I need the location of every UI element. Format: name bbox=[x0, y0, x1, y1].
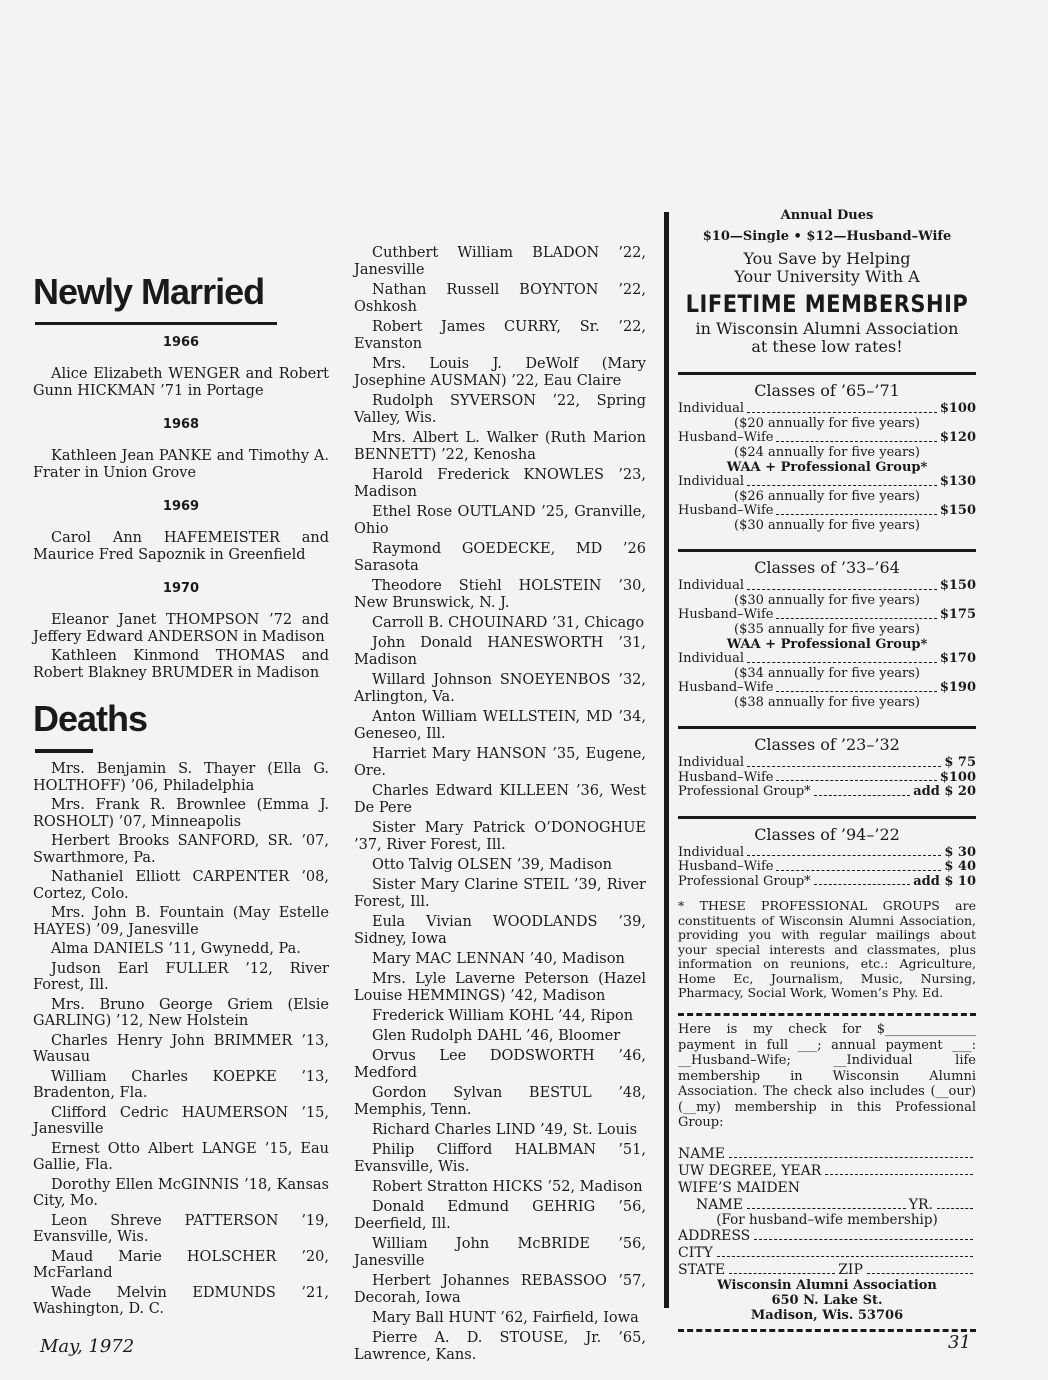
rate-annual-note: ($30 annually for five years) bbox=[734, 517, 920, 533]
death-entry: Harriet Mary HANSON ’35, Eugene, Ore. bbox=[354, 746, 646, 779]
rate-label: Professional Group* bbox=[678, 784, 811, 799]
married-entry: Alice Elizabeth WENGER and Robert Gunn HICKMAN ’71 in Portage bbox=[33, 366, 329, 399]
year-heading: 1969 bbox=[162, 499, 200, 514]
rate-amount: $130 bbox=[939, 474, 976, 489]
death-entry: William John McBRIDE ’56, Janesville bbox=[354, 1236, 646, 1269]
name-field[interactable] bbox=[678, 1146, 976, 1162]
death-entry: Eula Vivian WOODLANDS ’39, Sidney, Iowa bbox=[354, 914, 646, 947]
middle-column bbox=[354, 245, 646, 1367]
death-entry: Mary MAC LENNAN ’40, Madison bbox=[372, 951, 625, 967]
death-entry: Willard Johnson SNOEYENBOS ’32, Arlington, Va. bbox=[354, 672, 646, 705]
rate-row bbox=[678, 504, 976, 519]
rate-label: Husband–Wife bbox=[678, 607, 774, 622]
save-line-1: You Save by Helping bbox=[743, 249, 911, 268]
dues-line: $10—Single • $12—Husband–Wife bbox=[702, 229, 952, 244]
state-zip-field[interactable] bbox=[678, 1262, 976, 1278]
deaths-title: Deaths bbox=[33, 698, 148, 739]
city-field[interactable] bbox=[678, 1245, 976, 1261]
husband-wife-hint: (For husband–wife membership) bbox=[716, 1211, 938, 1228]
leader-dots bbox=[814, 875, 911, 886]
year-heading: 1966 bbox=[162, 335, 200, 350]
death-entry: Mrs. Bruno George Griem (Elsie GARLING) ’12, New Holstein bbox=[33, 996, 329, 1029]
rate-annual-note: ($20 annually for five years) bbox=[734, 415, 920, 431]
wifes-maiden-label: WIFE’S MAIDEN bbox=[678, 1179, 801, 1196]
death-entry: Pierre A. D. STOUSE, Jr. ’65, Lawrence, Kans. bbox=[354, 1330, 646, 1363]
death-entry: Nathaniel Elliott CARPENTER ’08, Cortez, Colo. bbox=[33, 869, 329, 902]
membership-ad bbox=[678, 208, 976, 1338]
leader-dots bbox=[747, 756, 941, 767]
year-heading: 1970 bbox=[162, 581, 200, 596]
rate-amount: $ 40 bbox=[944, 859, 976, 874]
death-entry: Leon Shreve PATTERSON ’19, Evansville, Wis. bbox=[33, 1212, 329, 1245]
death-entry: Alma DANIELS ’11, Gwynedd, Pa. bbox=[51, 941, 301, 957]
death-entry: Theodore Stiehl HOLSTEIN ’30, New Brunswick, N. J. bbox=[354, 578, 646, 611]
rate-row bbox=[678, 771, 976, 786]
issue-date: May, 1972 bbox=[40, 1336, 135, 1357]
class-rule bbox=[678, 816, 976, 819]
death-entry: Dorothy Ellen McGINNIS ’18, Kansas City, Mo. bbox=[33, 1176, 329, 1209]
form-intro: Here is my check for $______________ payment in full ___; annual payment ___: __Husband–Wife; __Individual life membership in Wisconsin Alumni Association. The check also includes (__our) (__my) membership in this Professional Group: bbox=[678, 1022, 976, 1130]
death-entry: Frederick William KOHL ’44, Ripon bbox=[372, 1008, 634, 1024]
leader-dots bbox=[776, 860, 941, 871]
rate-annual-note: ($35 annually for five years) bbox=[734, 621, 920, 637]
rate-amount: $ 30 bbox=[944, 844, 976, 860]
rate-annual-note: ($38 annually for five years) bbox=[734, 694, 920, 710]
rate-row bbox=[678, 785, 976, 800]
death-entry: Robert Stratton HICKS ’52, Madison bbox=[372, 1179, 643, 1195]
death-entry: Otto Talvig OLSEN ’39, Madison bbox=[372, 857, 612, 873]
death-entry: Carroll B. CHOUINARD ’31, Chicago bbox=[372, 615, 645, 631]
class-rule bbox=[678, 726, 976, 729]
rate-amount: $190 bbox=[939, 680, 976, 695]
death-entry: Orvus Lee DODSWORTH ’46, Medford bbox=[354, 1048, 646, 1081]
married-entry: Eleanor Janet THOMPSON ’72 and Jeffery Edward ANDERSON in Madison bbox=[33, 612, 329, 645]
class-rule bbox=[678, 372, 976, 375]
rate-label: Husband–Wife bbox=[678, 859, 774, 874]
title-rule bbox=[35, 322, 277, 325]
death-entry: Sister Mary Clarine STEIL ’39, River Forest, Ill. bbox=[354, 877, 646, 910]
death-entry: Ernest Otto Albert LANGE ’15, Eau Gallie, Fla. bbox=[33, 1140, 329, 1173]
married-entry: Kathleen Jean PANKE and Timothy A. Frater in Union Grove bbox=[33, 448, 329, 481]
address-field[interactable] bbox=[678, 1228, 976, 1244]
rate-row bbox=[678, 402, 976, 417]
dashed-rule bbox=[678, 1329, 976, 1332]
column-divider bbox=[664, 212, 669, 1308]
leader-dots bbox=[814, 785, 911, 796]
dashed-rule bbox=[678, 1013, 976, 1016]
leader-dots bbox=[747, 652, 937, 663]
leader-dots bbox=[776, 771, 936, 782]
degree-label: UW DEGREE, YEAR bbox=[678, 1162, 822, 1179]
year-heading: 1968 bbox=[162, 417, 200, 432]
death-entry: Gordon Sylvan BESTUL ’48, Memphis, Tenn. bbox=[354, 1085, 646, 1118]
rate-row bbox=[678, 756, 976, 771]
class-title: Classes of ’65–’71 bbox=[754, 381, 900, 400]
leader-dots bbox=[776, 431, 936, 442]
death-entry: Richard Charles LIND ’49, St. Louis bbox=[372, 1122, 638, 1138]
rate-amount: $ 75 bbox=[944, 755, 976, 770]
rate-classes bbox=[678, 372, 976, 889]
rate-amount: add $ 20 bbox=[913, 784, 976, 799]
rate-label: Individual bbox=[678, 401, 745, 416]
professional-groups-note: * THESE PROFESSIONAL GROUPS are constituents of Wisconsin Alumni Association, providing you with regular mailings about your special interests and classmates, plus information on reunions, etc.: Agriculture, Home Ec, Journalism, Music, Nursing, Pharmacy, Social Work, Women’s Phy. Ed. bbox=[678, 898, 976, 1000]
state-label: STATE bbox=[678, 1262, 726, 1278]
death-entry: Cuthbert William BLADON ’22, Janesville bbox=[354, 245, 646, 278]
death-entry: Glen Rudolph DAHL ’46, Bloomer bbox=[372, 1028, 621, 1044]
rate-row bbox=[678, 475, 976, 490]
death-entry: Judson Earl FULLER ’12, River Forest, Ill. bbox=[33, 960, 329, 993]
rate-annual-note: ($34 annually for five years) bbox=[734, 665, 920, 681]
death-entry: Charles Edward KILLEEN ’36, West De Pere bbox=[354, 783, 646, 816]
married-year-group bbox=[33, 335, 329, 399]
maiden-name-field[interactable] bbox=[678, 1197, 976, 1213]
rate-annual-note: ($26 annually for five years) bbox=[734, 488, 920, 504]
rate-label: Individual bbox=[678, 578, 745, 593]
death-entry: Herbert Brooks SANFORD, SR. ’07, Swarthmore, Pa. bbox=[33, 833, 329, 866]
promo-header bbox=[678, 208, 976, 356]
deaths-section bbox=[33, 699, 329, 1318]
married-entry: Carol Ann HAFEMEISTER and Maurice Fred Sapoznik in Greenfield bbox=[33, 530, 329, 563]
address-line: Madison, Wis. 53706 bbox=[750, 1308, 904, 1323]
rate-label: Individual bbox=[678, 651, 745, 666]
address-line: 650 N. Lake St. bbox=[771, 1293, 883, 1308]
rate-label: Individual bbox=[678, 844, 745, 860]
yr-label: YR. bbox=[908, 1196, 933, 1213]
death-entry: Mary Ball HUNT ’62, Fairfield, Iowa bbox=[372, 1310, 639, 1326]
death-entry: Mrs. Lyle Laverne Peterson (Hazel Louise HEMMINGS) ’42, Madison bbox=[354, 971, 646, 1004]
married-year-group bbox=[33, 581, 329, 681]
rate-annual-note: ($24 annually for five years) bbox=[734, 444, 920, 460]
rate-row bbox=[678, 608, 976, 623]
assoc-line-2: at these low rates! bbox=[751, 337, 903, 356]
death-entry: Maud Marie HOLSCHER ’20, McFarland bbox=[33, 1248, 329, 1281]
leader-dots bbox=[747, 846, 941, 857]
death-entry: Philip Clifford HALBMAN ’51, Evansville, Wis. bbox=[354, 1142, 646, 1175]
degree-field[interactable] bbox=[678, 1163, 976, 1179]
death-entry: Donald Edmund GEHRIG ’56, Deerfield, Ill. bbox=[354, 1199, 646, 1232]
death-entry: Mrs. John B. Fountain (May Estelle HAYES) ’09, Janesville bbox=[33, 905, 329, 938]
rate-label: Individual bbox=[678, 474, 745, 489]
rate-amount: $150 bbox=[939, 578, 976, 593]
address-label: ADDRESS bbox=[678, 1228, 751, 1244]
class-title: Classes of ’33–’64 bbox=[754, 558, 900, 577]
group-heading: WAA + Professional Group* bbox=[726, 637, 928, 652]
rate-amount: $170 bbox=[939, 651, 976, 666]
lifetime-headline: LIFETIME MEMBERSHIP bbox=[685, 290, 969, 318]
assoc-line-1: in Wisconsin Alumni Association bbox=[695, 319, 959, 338]
death-entry: Harold Frederick KNOWLES ’23, Madison bbox=[354, 467, 646, 500]
married-groups bbox=[33, 335, 329, 681]
group-heading: WAA + Professional Group* bbox=[726, 460, 928, 475]
married-entry: Kathleen Kinmond THOMAS and Robert Blakney BRUMDER in Madison bbox=[33, 648, 329, 681]
rate-row bbox=[678, 860, 976, 875]
leader-dots bbox=[747, 579, 937, 590]
death-entry: Sister Mary Patrick O’DONOGHUE ’37, River Forest, Ill. bbox=[354, 820, 646, 853]
wifes-maiden-label-row bbox=[678, 1180, 976, 1196]
address-line: Wisconsin Alumni Association bbox=[717, 1278, 937, 1293]
rate-amount: $175 bbox=[939, 607, 976, 622]
death-entry: Rudolph SYVERSON ’22, Spring Valley, Wis. bbox=[354, 393, 646, 426]
rate-label: Husband–Wife bbox=[678, 769, 774, 785]
class-rule bbox=[678, 549, 976, 552]
death-entry: Nathan Russell BOYNTON ’22, Oshkosh bbox=[354, 282, 646, 315]
rate-amount: $150 bbox=[939, 503, 976, 518]
rate-label: Husband–Wife bbox=[678, 503, 774, 518]
death-entry: Ethel Rose OUTLAND ’25, Granville, Ohio bbox=[354, 504, 646, 537]
deaths-list-2 bbox=[354, 245, 646, 1364]
leader-dots bbox=[747, 402, 937, 413]
rate-row bbox=[678, 846, 976, 861]
leader-dots bbox=[776, 504, 936, 515]
death-entry: William Charles KOEPKE ’13, Bradenton, Fla. bbox=[33, 1068, 329, 1101]
rate-label: Individual bbox=[678, 755, 745, 770]
death-entry: John Donald HANESWORTH ’31, Madison bbox=[354, 635, 646, 668]
rate-label: Professional Group* bbox=[678, 873, 811, 889]
newly-married-title: Newly Married bbox=[33, 271, 265, 312]
save-line-2: Your University With A bbox=[734, 267, 920, 286]
zip-label: ZIP bbox=[838, 1262, 863, 1278]
rate-label: Husband–Wife bbox=[678, 680, 774, 695]
leader-dots bbox=[747, 475, 937, 486]
class-title: Classes of ’94–’22 bbox=[754, 824, 900, 844]
rate-row bbox=[678, 579, 976, 594]
death-entry: Herbert Johannes REBASSOO ’57, Decorah, Iowa bbox=[354, 1273, 646, 1306]
death-entry: Robert James CURRY, Sr. ’22, Evanston bbox=[354, 319, 646, 352]
leader-dots bbox=[776, 608, 936, 619]
rate-annual-note: ($30 annually for five years) bbox=[734, 592, 920, 608]
death-entry: Anton William WELLSTEIN, MD ’34, Geneseo, Ill. bbox=[354, 709, 646, 742]
maiden-name-label: NAME bbox=[696, 1196, 743, 1213]
death-entry: Mrs. Louis J. DeWolf (Mary Josephine AUSMAN) ’22, Eau Claire bbox=[354, 356, 646, 389]
rate-row bbox=[678, 875, 976, 890]
page-number: 31 bbox=[948, 1332, 971, 1353]
rate-amount: $100 bbox=[939, 769, 976, 785]
rate-amount: $100 bbox=[939, 401, 976, 416]
rate-row bbox=[678, 681, 976, 696]
title-rule bbox=[35, 749, 93, 753]
deaths-list-1 bbox=[33, 761, 329, 1318]
rate-amount: $120 bbox=[939, 430, 976, 445]
married-year-group bbox=[33, 417, 329, 481]
married-year-group bbox=[33, 499, 329, 563]
rate-row bbox=[678, 431, 976, 446]
death-entry: Clifford Cedric HAUMERSON ’15, Janesville bbox=[33, 1104, 329, 1137]
rate-label: Husband–Wife bbox=[678, 430, 774, 445]
death-entry: Mrs. Frank R. Brownlee (Emma J. ROSHOLT) ’07, Minneapolis bbox=[33, 797, 329, 830]
name-label: NAME bbox=[678, 1145, 725, 1162]
rate-row bbox=[678, 652, 976, 667]
newly-married-section bbox=[33, 272, 329, 681]
death-entry: Charles Henry John BRIMMER ’13, Wausau bbox=[33, 1032, 329, 1065]
death-entry: Mrs. Albert L. Walker (Ruth Marion BENNETT) ’22, Kenosha bbox=[354, 430, 646, 463]
leader-dots bbox=[776, 681, 936, 692]
death-entry: Mrs. Benjamin S. Thayer (Ella G. HOLTHOFF) ’06, Philadelphia bbox=[33, 761, 329, 794]
mailing-address bbox=[678, 1278, 976, 1323]
city-label: CITY bbox=[678, 1245, 713, 1261]
class-title: Classes of ’23–’32 bbox=[754, 735, 900, 754]
rate-amount: add $ 10 bbox=[913, 873, 976, 889]
death-entry: Raymond GOEDECKE, MD ’26 Sarasota bbox=[354, 541, 646, 574]
left-column bbox=[33, 272, 329, 1321]
dues-title: Annual Dues bbox=[780, 208, 874, 223]
death-entry: Wade Melvin EDMUNDS ’21, Washington, D. C. bbox=[33, 1284, 329, 1317]
